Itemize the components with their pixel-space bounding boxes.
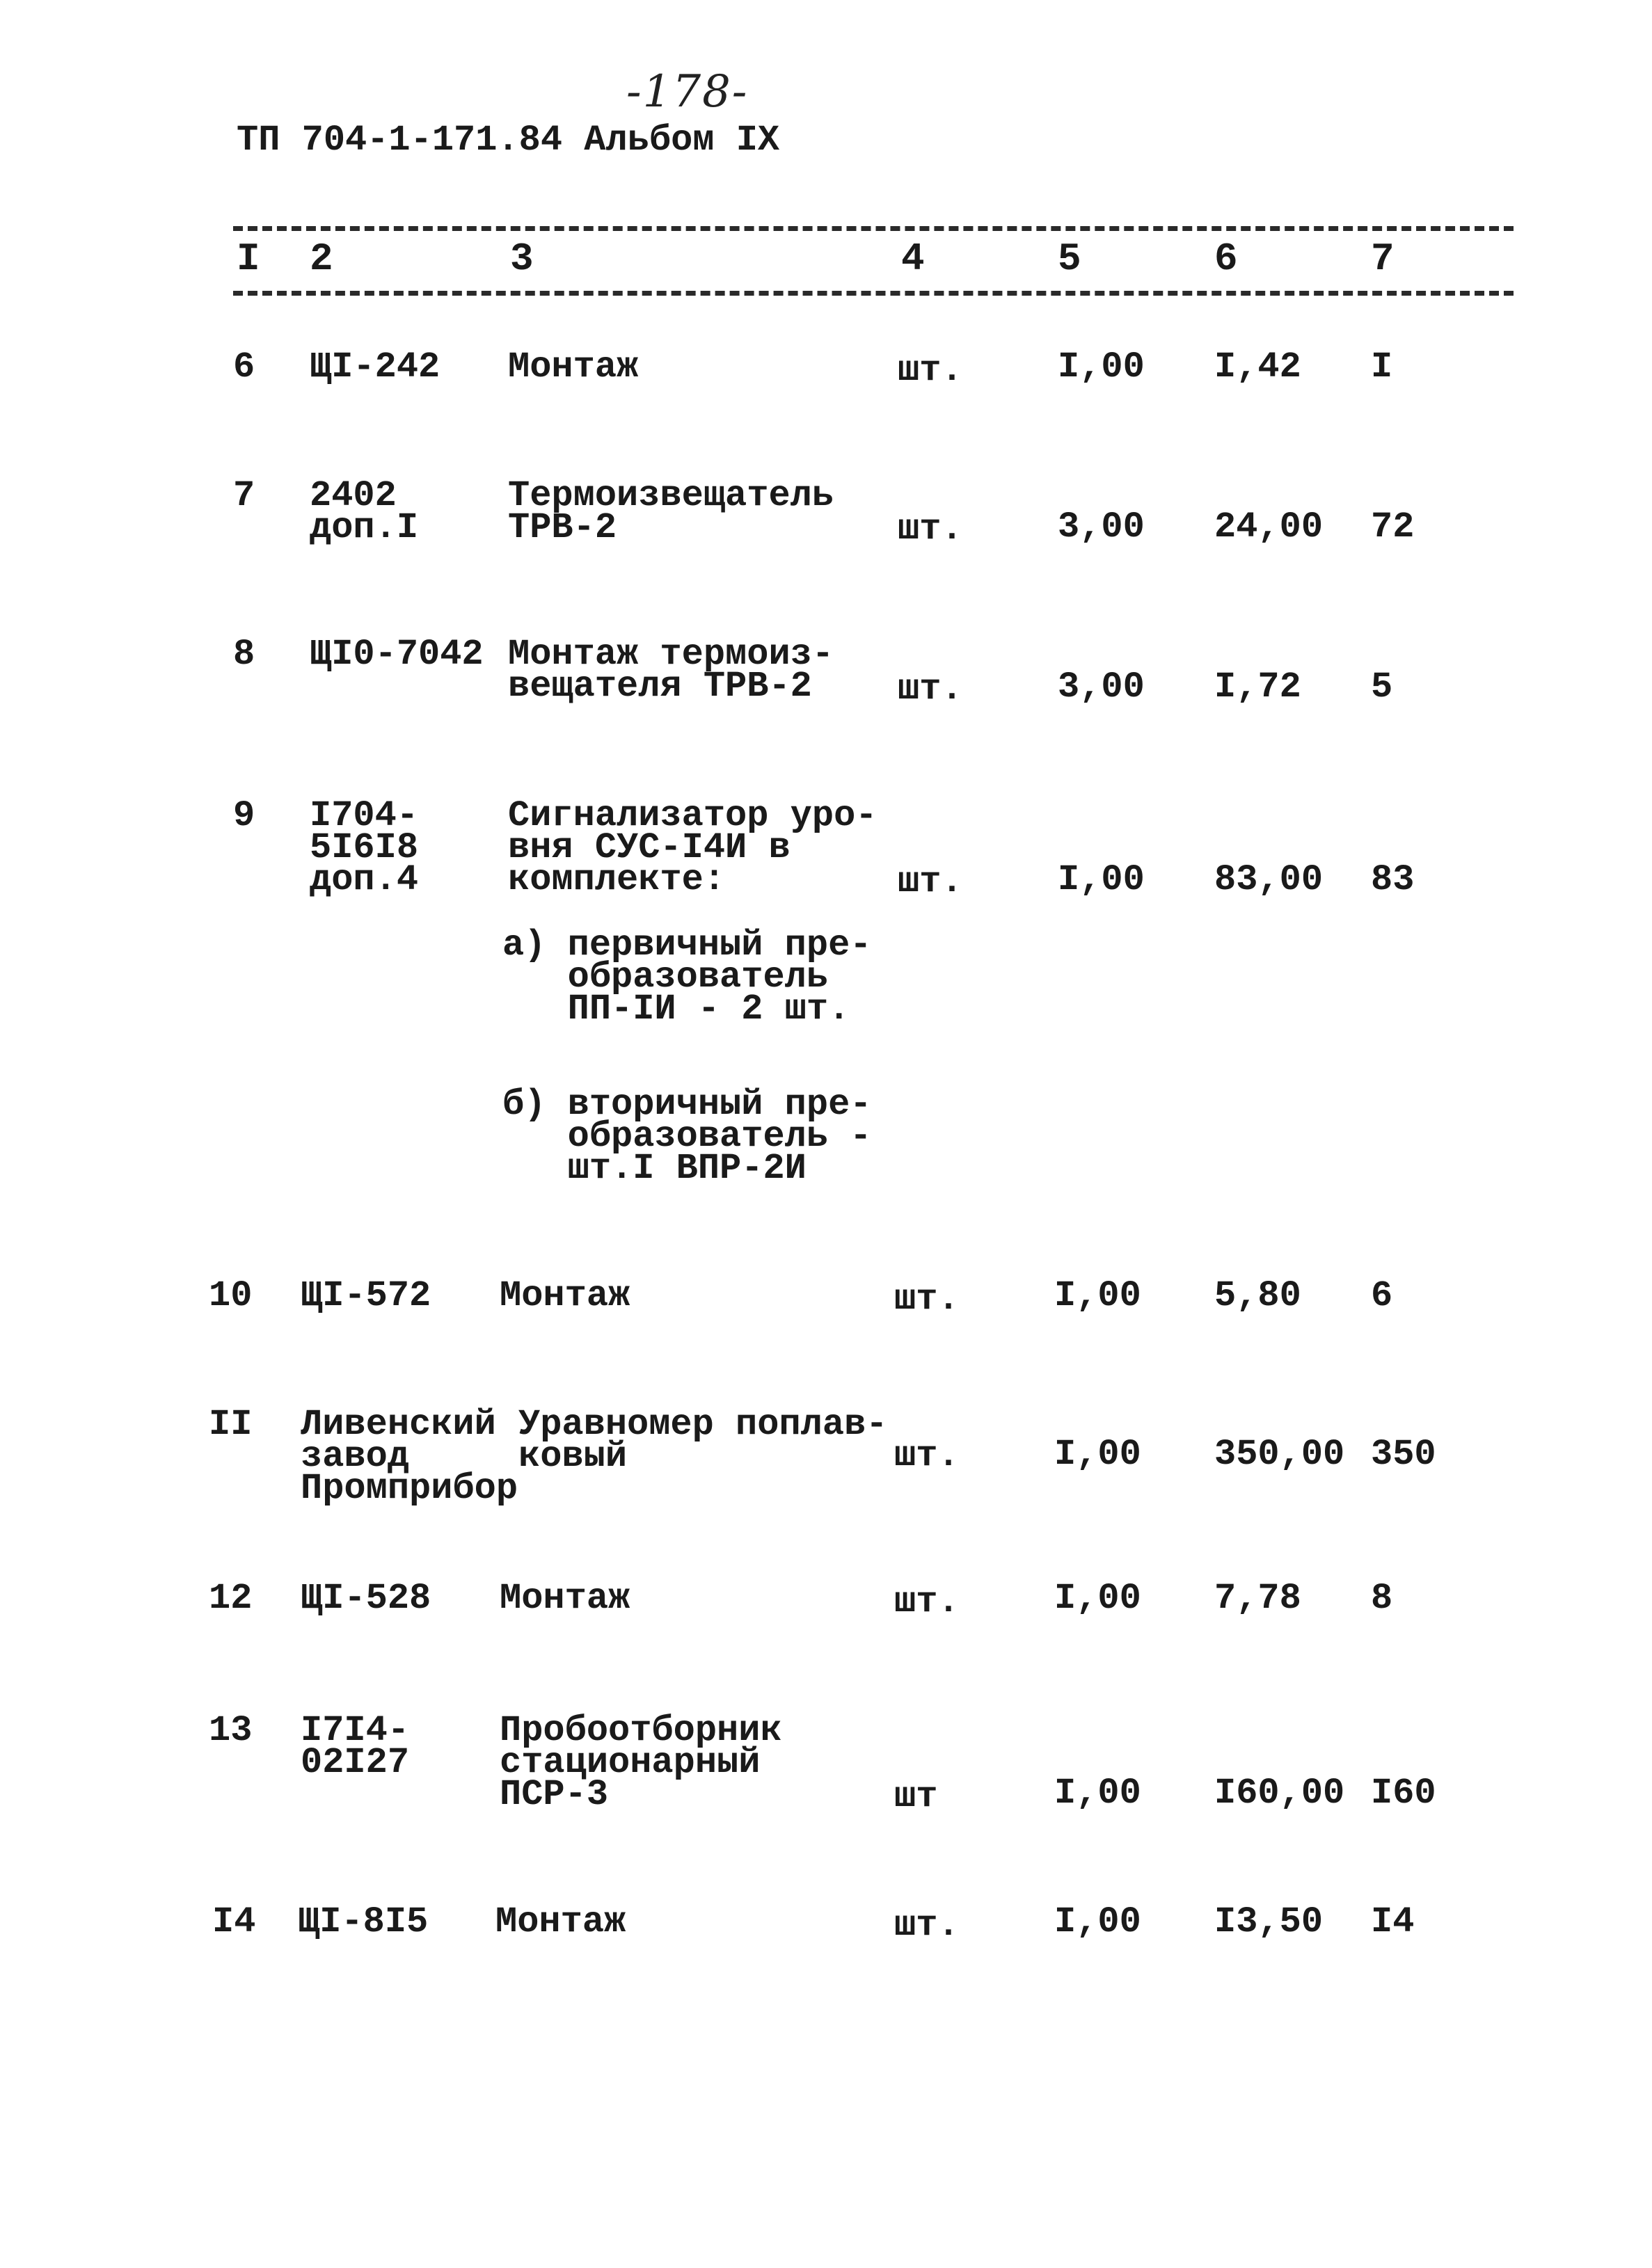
- column-header-5: 5: [1058, 237, 1081, 281]
- row-code: ЩI-572: [301, 1275, 431, 1316]
- row-unit: шт.: [894, 1581, 960, 1622]
- row-quantity: I,00: [1058, 346, 1145, 388]
- row-number: 9: [233, 795, 255, 836]
- column-header-1: I: [237, 237, 260, 281]
- row-unit: шт.: [898, 861, 963, 902]
- column-header-3: 3: [510, 237, 534, 281]
- row-unit: шт.: [894, 1905, 960, 1946]
- row-price: I3,50: [1214, 1901, 1324, 1942]
- row-unit: шт.: [898, 509, 963, 550]
- row-code: ЩI-528: [301, 1578, 431, 1619]
- header-top-rule: [233, 226, 1514, 231]
- row-number: I4: [212, 1901, 256, 1942]
- row-code: I704- 5I6I8 доп.4: [310, 795, 419, 900]
- row-number: 10: [209, 1275, 253, 1316]
- row-price: 350,00: [1214, 1434, 1345, 1475]
- row-unit: шт.: [898, 350, 963, 391]
- row-number: 12: [209, 1578, 253, 1619]
- row-total: I: [1371, 346, 1393, 388]
- row-price: I60,00: [1214, 1773, 1345, 1814]
- row-description: Пробоотборник стационарный ПСР-3: [500, 1710, 782, 1815]
- row-price: 83,00: [1214, 859, 1324, 900]
- row-description: Монтаж: [508, 346, 639, 388]
- row-quantity: I,00: [1054, 1434, 1141, 1475]
- column-header-2: 2: [310, 237, 333, 281]
- row-unit: шт.: [898, 669, 963, 710]
- row-number: 6: [233, 346, 255, 388]
- row-number: 13: [209, 1710, 253, 1751]
- row-code: 2402 доп.I: [310, 475, 419, 548]
- row-total: I4: [1371, 1901, 1415, 1942]
- row-price: 24,00: [1214, 506, 1324, 548]
- row-description: Монтаж: [500, 1578, 630, 1619]
- row-total: 72: [1371, 506, 1415, 548]
- column-header-7: 7: [1371, 237, 1395, 281]
- row-total: 5: [1371, 666, 1393, 708]
- header-bottom-rule: [233, 291, 1514, 296]
- row-number: 7: [233, 475, 255, 516]
- row-description: Монтаж термоиз- вещателя ТРВ-2: [508, 634, 834, 707]
- row-total: I60: [1371, 1773, 1436, 1814]
- row-price: 5,80: [1214, 1275, 1301, 1316]
- row-quantity: I,00: [1054, 1275, 1141, 1316]
- row-description: Уравномер поплав- ковый: [518, 1404, 888, 1477]
- row-quantity: 3,00: [1058, 666, 1145, 708]
- row-quantity: I,00: [1054, 1773, 1141, 1814]
- row-description: Монтаж: [500, 1275, 630, 1316]
- row-description: Сигнализатор уро- вня СУС-I4И в комплекте:: [508, 795, 877, 900]
- column-header-6: 6: [1214, 237, 1238, 281]
- row-unit: шт.: [894, 1279, 960, 1320]
- row-total: 350: [1371, 1434, 1436, 1475]
- document-header: ТП 704-1-171.84 Альбом IX: [237, 120, 780, 161]
- row-price: I,42: [1214, 346, 1301, 388]
- row-code: ЩI-8I5: [298, 1901, 429, 1942]
- row-number: 8: [233, 634, 255, 675]
- row-total: 8: [1371, 1578, 1393, 1619]
- row-sub-item: б) вторичный пре- образователь - шт.I ВПР-2И: [502, 1084, 872, 1189]
- row-total: 83: [1371, 859, 1415, 900]
- row-quantity: 3,00: [1058, 506, 1145, 548]
- row-code: ЩI-242: [310, 346, 440, 388]
- row-quantity: I,00: [1058, 859, 1145, 900]
- row-unit: шт.: [894, 1435, 960, 1476]
- row-description: Термоизвещатель ТРВ-2: [508, 475, 834, 548]
- page-number: -178-: [626, 66, 749, 118]
- row-sub-item: а) первичный пре- образователь ПП-IИ - 2 шт.: [502, 925, 872, 1030]
- row-total: 6: [1371, 1275, 1393, 1316]
- row-quantity: I,00: [1054, 1901, 1141, 1942]
- row-code: I7I4- 02I27: [301, 1710, 410, 1783]
- row-code: Ливенский завод Промприбор: [301, 1404, 518, 1509]
- row-unit: шт: [894, 1776, 938, 1817]
- row-quantity: I,00: [1054, 1578, 1141, 1619]
- row-price: I,72: [1214, 666, 1301, 708]
- row-code: ЩI0-7042: [310, 634, 484, 675]
- column-header-4: 4: [901, 237, 925, 281]
- row-number: II: [209, 1404, 253, 1445]
- row-description: Монтаж: [495, 1901, 626, 1942]
- row-price: 7,78: [1214, 1578, 1301, 1619]
